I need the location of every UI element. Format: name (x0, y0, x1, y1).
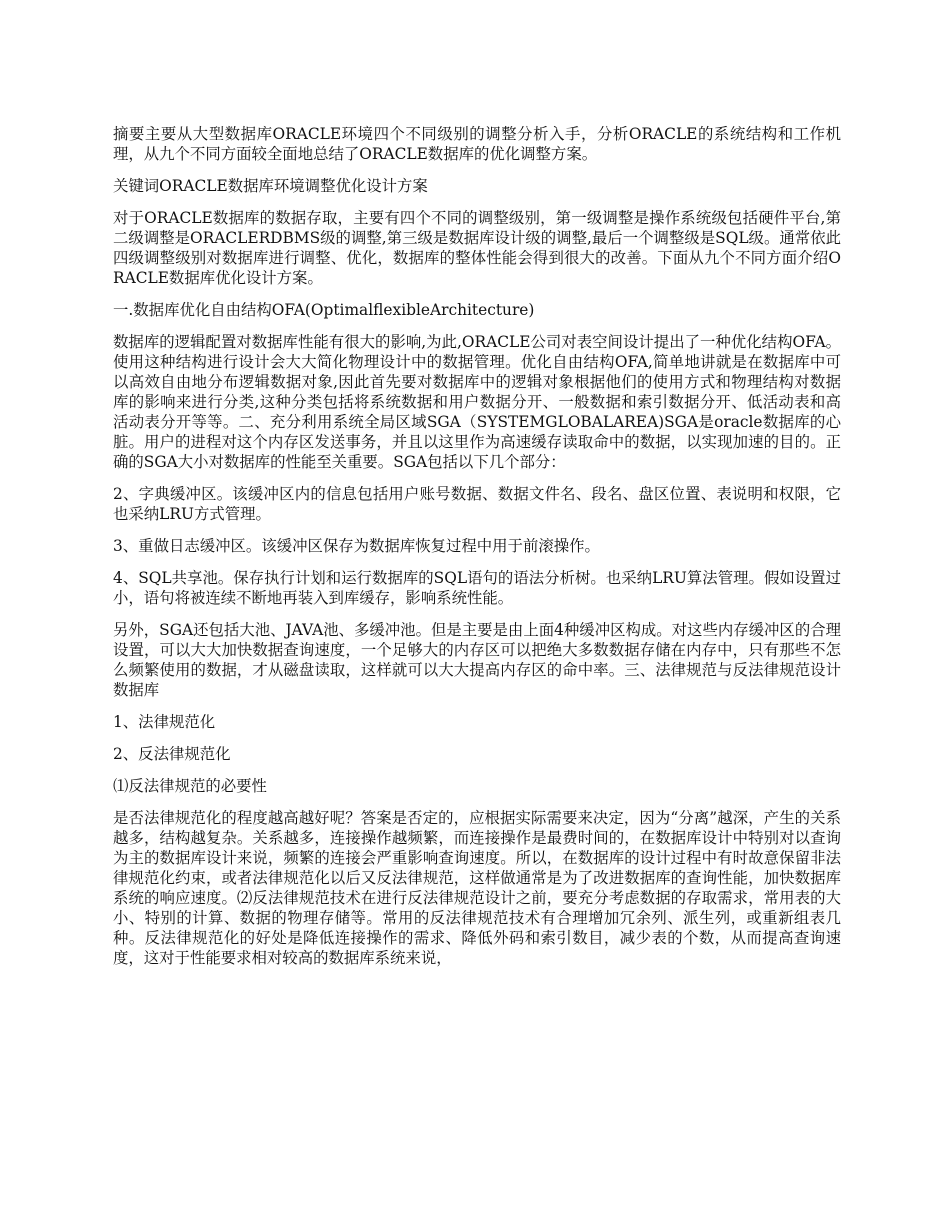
redo-log-buffer-paragraph: 3、重做日志缓冲区。该缓冲区保存为数据库恢复过程中用于前滚操作。 (113, 537, 600, 555)
sql-shared-pool-paragraph: 4、SQL共享池。保存执行计划和运行数据库的SQL语句的语法分析树。也采纳LRU算法管理。假如设置过小，语句将被连续不断地再装入到库缓存，影响系统性能。 (113, 569, 841, 607)
document-body (113, 124, 841, 980)
intro-paragraph: 对于ORACLE数据库的数据存取，主要有四个不同的调整级别，第一级调整是操作系统级包括硬件平台,第二级调整是ORACLERDBMS级的调整,第三级是数据库设计级的调整,最后一个调整级是SQL级。通常依此四级调整级别对数据库进行调整、优化，数据库的整体性能会得到很大的改善。下面从九个不同方面介绍ORACLE数据库优化设计方案。 (113, 209, 841, 287)
ofa-sga-paragraph: 数据库的逻辑配置对数据库性能有很大的影响,为此,ORACLE公司对表空间设计提出了一种优化结构OFA。使用这种结构进行设计会大大简化物理设计中的数据管理。优化自由结构OFA,简单地讲就是在数据库中可以高效自由地分布逻辑数据对象,因此首先要对数据库中的逻辑对象根据他们的使用方式和物理结构对数据库的影响来进行分类,这种分类包括将系统数据和用户数据分开、一般数据和索引数据分开、低活动表和高活动表分开等等。二、充分利用系统全局区域SGA（SYSTEMGLOBALAREA)SGA是oracle数据库的心脏。用户的进程对这个内存区发送事务，并且以这里作为高速缓存读取命中的数据，以实现加速的目的。正确的SGA大小对数据库的性能至关重要。SGA包括以下几个部分： (113, 333, 841, 471)
list-item-denormalization: 2、反法律规范化 (113, 745, 231, 763)
abstract-paragraph: 摘要主要从大型数据库ORACLE环境四个不同级别的调整分析入手，分析ORACLE的系统结构和工作机理，从九个不同方面较全面地总结了ORACLE数据库的优化调整方案。 (113, 125, 841, 163)
section-heading-ofa: 一.数据库优化自由结构OFA(OptimalflexibleArchitecture) (113, 301, 535, 319)
sga-summary-paragraph: 另外，SGA还包括大池、JAVA池、多缓冲池。但是主要是由上面4种缓冲区构成。对这些内存缓冲区的合理设置，可以大大加快数据查询速度，一个足够大的内存区可以把绝大多数数据存储在内存中，只有那些不怎么频繁使用的数据，才从磁盘读取，这样就可以大大提高内存区的命中率。三、法律规范与反法律规范设计数据库 (113, 621, 841, 699)
dictionary-cache-paragraph: 2、字典缓冲区。该缓冲区内的信息包括用户账号数据、数据文件名、段名、盘区位置、表说明和权限，它也采纳LRU方式管理。 (113, 485, 841, 523)
denormalization-paragraph: 是否法律规范化的程度越高越好呢？答案是否定的，应根据实际需要来决定，因为“分离”越深，产生的关系越多，结构越复杂。关系越多，连接操作越频繁，而连接操作是最费时间的，在数据库设计中特别对以查询为主的数据库设计来说，频繁的连接会严重影响查询速度。所以，在数据库的设计过程中有时故意保留非法律规范化约束，或者法律规范化以后又反法律规范，这样做通常是为了改进数据库的查询性能，加快数据库系统的响应速度。⑵反法律规范技术在进行反法律规范设计之前，要充分考虑数据的存取需求，常用表的大小、特别的计算、数据的物理存储等。常用的反法律规范技术有合理增加冗余列、派生列，或重新组表几种。反法律规范化的好处是降低连接操作的需求、降低外码和索引数目，减少表的个数，从而提高查询速度，这对于性能要求相对较高的数据库系统来说， (113, 809, 841, 967)
keywords-paragraph: 关键词ORACLE数据库环境调整优化设计方案 (113, 177, 428, 195)
list-item-normalization: 1、法律规范化 (113, 713, 216, 731)
subheading-denormalization-necessity: ⑴反法律规范的必要性 (113, 777, 267, 795)
